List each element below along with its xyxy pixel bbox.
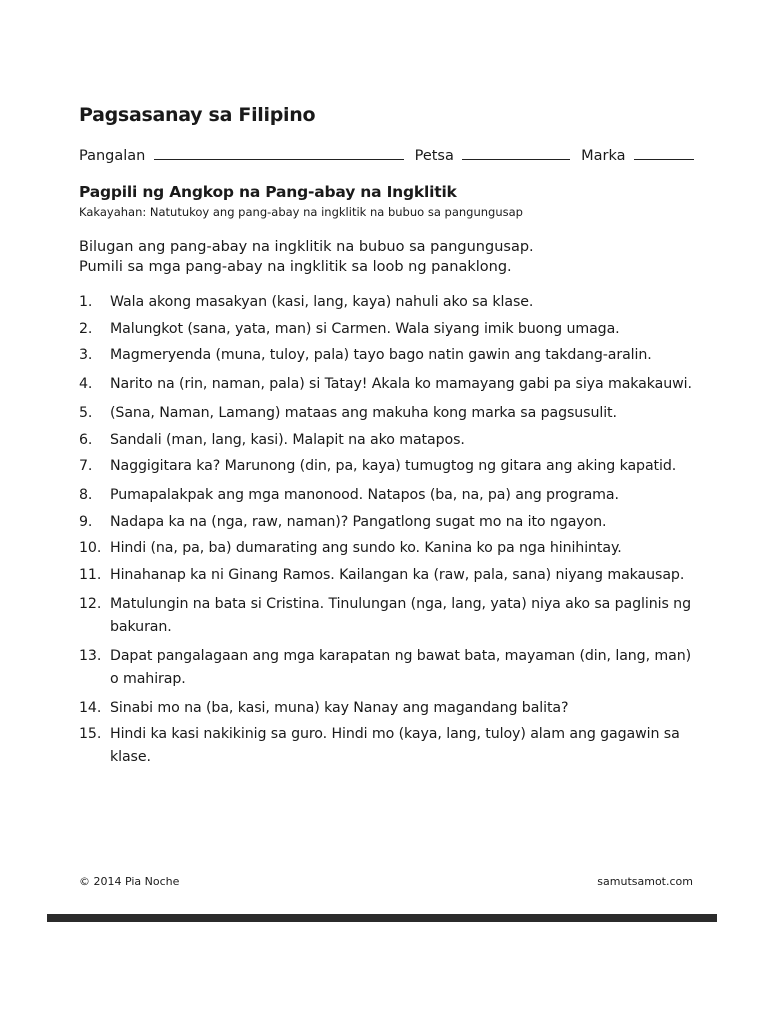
item-text: Matulungin na bata si Cristina. Tinulungan (nga, lang, yata) niya ako sa paglinis ng bakuran. bbox=[110, 595, 691, 635]
item-text: Dapat pangalagaan ang mga karapatan ng bawat bata, mayaman (din, lang, man) o mahirap. bbox=[110, 647, 692, 687]
instruction-line: Pumili sa mga pang-abay na ingklitik sa loob ng panaklong. bbox=[79, 259, 512, 275]
bottom-divider bbox=[47, 914, 717, 922]
item-text: Malungkot (sana, yata, man) si Carmen. Wala siyang imik buong umaga. bbox=[110, 320, 620, 337]
item-text: (Sana, Naman, Lamang) mataas ang makuha kong marka sa pagsusulit. bbox=[110, 405, 617, 421]
date-blank[interactable] bbox=[462, 147, 570, 160]
exercise-item bbox=[79, 455, 699, 478]
exercise-item bbox=[79, 593, 699, 639]
exercise-item bbox=[79, 564, 699, 587]
item-number: 8. bbox=[79, 487, 93, 503]
exercise-item bbox=[79, 429, 699, 452]
item-text: Naggigitara ka? Marunong (din, pa, kaya) tumugtog ng gitara ang aking kapatid. bbox=[110, 458, 677, 474]
copyright-notice: © 2014 Pia Noche bbox=[79, 875, 180, 888]
item-text: Nadapa ka na (nga, raw, naman)? Pangatlong sugat mo na ito ngayon. bbox=[110, 513, 607, 530]
item-number: 6. bbox=[79, 431, 93, 448]
item-number: 3. bbox=[79, 347, 93, 363]
student-info-line bbox=[79, 147, 699, 164]
item-text: Pumapalakpak ang mga manonood. Natapos (ba, na, pa) ang programa. bbox=[110, 487, 619, 503]
instructions bbox=[79, 237, 534, 277]
exercise-list bbox=[79, 291, 699, 773]
exercise-item bbox=[79, 318, 699, 341]
item-number: 15. bbox=[79, 726, 102, 742]
exercise-item bbox=[79, 537, 699, 560]
item-number: 11. bbox=[79, 566, 102, 583]
instruction-line: Bilugan ang pang-abay na ingklitik na bubuo sa pangungusap. bbox=[79, 239, 534, 255]
exercise-item bbox=[79, 645, 699, 691]
item-text: Hindi (na, pa, ba) dumarating ang sundo ko. Kanina ko pa nga hinihintay. bbox=[110, 540, 622, 556]
item-number: 9. bbox=[79, 513, 93, 530]
item-text: Sinabi mo na (ba, kasi, muna) kay Nanay ang magandang balita? bbox=[110, 699, 569, 716]
exercise-item bbox=[79, 344, 699, 367]
section-title: Pagpili ng Angkop na Pang-abay na Ingklitik bbox=[79, 183, 457, 201]
name-label: Pangalan bbox=[79, 148, 146, 164]
item-number: 4. bbox=[79, 376, 93, 392]
exercise-item bbox=[79, 511, 699, 534]
exercise-item bbox=[79, 373, 699, 396]
item-number: 1. bbox=[79, 294, 93, 310]
site-link[interactable]: samutsamot.com bbox=[597, 875, 693, 888]
exercise-item bbox=[79, 291, 699, 314]
score-label: Marka bbox=[581, 148, 626, 164]
item-text: Sandali (man, lang, kasi). Malapit na ako matapos. bbox=[110, 431, 465, 448]
exercise-item bbox=[79, 402, 699, 425]
item-number: 12. bbox=[79, 595, 102, 612]
item-number: 14. bbox=[79, 699, 102, 716]
item-text: Hindi ka kasi nakikinig sa guro. Hindi mo (kaya, lang, tuloy) alam ang gagawin sa klase. bbox=[110, 726, 680, 765]
item-text: Wala akong masakyan (kasi, lang, kaya) nahuli ako sa klase. bbox=[110, 294, 534, 310]
score-blank[interactable] bbox=[634, 147, 694, 160]
item-text: Magmeryenda (muna, tuloy, pala) tayo bago natin gawin ang takdang-aralin. bbox=[110, 347, 652, 363]
date-label: Petsa bbox=[414, 148, 454, 164]
item-number: 10. bbox=[79, 540, 102, 556]
exercise-item bbox=[79, 697, 699, 720]
name-blank[interactable] bbox=[154, 147, 404, 160]
skill-description: Kakayahan: Natutukoy ang pang-abay na ingklitik na bubuo sa pangungusap bbox=[79, 205, 523, 219]
item-text: Narito na (rin, naman, pala) si Tatay! Akala ko mamayang gabi pa siya makakauwi. bbox=[110, 376, 692, 392]
item-number: 2. bbox=[79, 320, 93, 337]
item-text: Hinahanap ka ni Ginang Ramos. Kailangan ka (raw, pala, sana) niyang makausap. bbox=[110, 566, 685, 583]
exercise-item bbox=[79, 723, 699, 769]
exercise-item bbox=[79, 484, 699, 507]
item-number: 7. bbox=[79, 458, 93, 474]
page-title: Pagsasanay sa Filipino bbox=[79, 104, 316, 126]
item-number: 13. bbox=[79, 647, 102, 664]
item-number: 5. bbox=[79, 405, 93, 421]
